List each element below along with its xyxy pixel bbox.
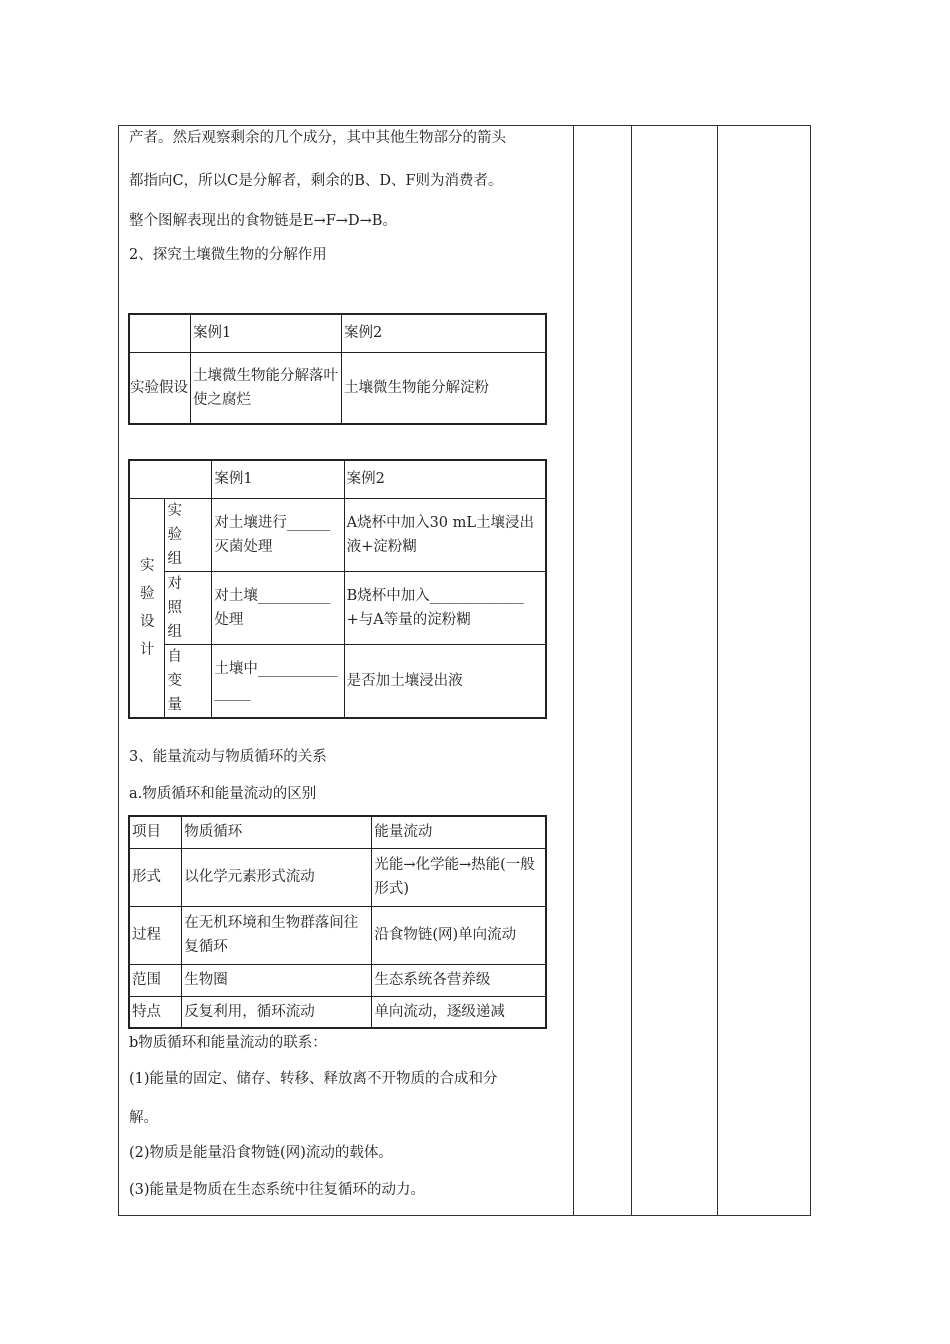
table-cell — [129, 314, 191, 352]
row-label: 过程 — [129, 906, 182, 964]
paragraph-line: 解。 — [129, 1110, 158, 1126]
row-label: 自变量 — [165, 644, 212, 718]
table-cell: 单向流动，逐级递减 — [372, 996, 546, 1028]
paragraph-line: (1)能量的固定、储存、转移、释放离不开物质的合成和分 — [129, 1071, 498, 1087]
table-cell: A烧杯中加入30 mL土壤浸出液+淀粉糊 — [344, 498, 546, 571]
row-label: 实验组 — [165, 498, 212, 571]
group-label: 实验设计 — [129, 498, 165, 718]
row-label: 对照组 — [165, 571, 212, 644]
table-header: 案例1 — [191, 314, 342, 352]
subheading: b物质循环和能量流动的联系： — [129, 1035, 327, 1051]
row-label: 实验假设 — [129, 352, 191, 424]
table-cell: 土壤中________________ — [212, 644, 344, 718]
column-divider-2 — [631, 126, 632, 1215]
paragraph-line: 都指向C，所以C是分解者，剩余的B、D、F则为消费者。 — [129, 173, 503, 189]
table-cell: 生态系统各营养级 — [372, 964, 546, 996]
table-cell: 沿食物链(网)单向流动 — [372, 906, 546, 964]
table-cell: 光能→化学能→热能(一般形式) — [372, 848, 546, 906]
table-header: 案例2 — [341, 314, 546, 352]
row-label: 范围 — [129, 964, 182, 996]
table-cell — [129, 460, 212, 498]
table-header: 项目 — [129, 816, 182, 848]
paragraph-line: (2)物质是能量沿食物链(网)流动的载体。 — [129, 1145, 393, 1161]
table-cell: 土壤微生物能分解落叶使之腐烂 — [191, 352, 342, 424]
table-cell: B烧杯中加入_____________+与A等量的淀粉糊 — [344, 571, 546, 644]
table-cell: 对土壤__________处理 — [212, 571, 344, 644]
table-cell: 以化学元素形式流动 — [182, 848, 372, 906]
paragraph-line: 产者。然后观察剩余的几个成分，其中其他生物部分的箭头 — [129, 130, 506, 146]
paragraph-line: (3)能量是物质在生态系统中往复循环的动力。 — [129, 1182, 426, 1198]
column-divider-3 — [717, 126, 718, 1215]
table-header: 物质循环 — [182, 816, 372, 848]
table-cell: 反复利用，循环流动 — [182, 996, 372, 1028]
subheading: a.物质循环和能量流动的区别 — [129, 786, 317, 802]
table-cell: 生物圈 — [182, 964, 372, 996]
paragraph-line: 整个图解表现出的食物链是E→F→D→B。 — [129, 213, 397, 229]
section-heading: 3、能量流动与物质循环的关系 — [129, 749, 327, 765]
row-label: 特点 — [129, 996, 182, 1028]
table-cell: 在无机环境和生物群落间往复循环 — [182, 906, 372, 964]
row-label: 形式 — [129, 848, 182, 906]
column-divider-1 — [573, 126, 574, 1215]
table-cell: 对土壤进行______灭菌处理 — [212, 498, 344, 571]
table-header: 案例1 — [212, 460, 344, 498]
hypothesis-table — [128, 313, 547, 425]
design-table — [128, 459, 547, 719]
section-heading: 2、探究土壤微生物的分解作用 — [129, 247, 327, 263]
comparison-table — [128, 815, 547, 1029]
table-header: 能量流动 — [372, 816, 546, 848]
table-cell: 是否加土壤浸出液 — [344, 644, 546, 718]
table-header: 案例2 — [344, 460, 546, 498]
table-cell: 土壤微生物能分解淀粉 — [341, 352, 546, 424]
